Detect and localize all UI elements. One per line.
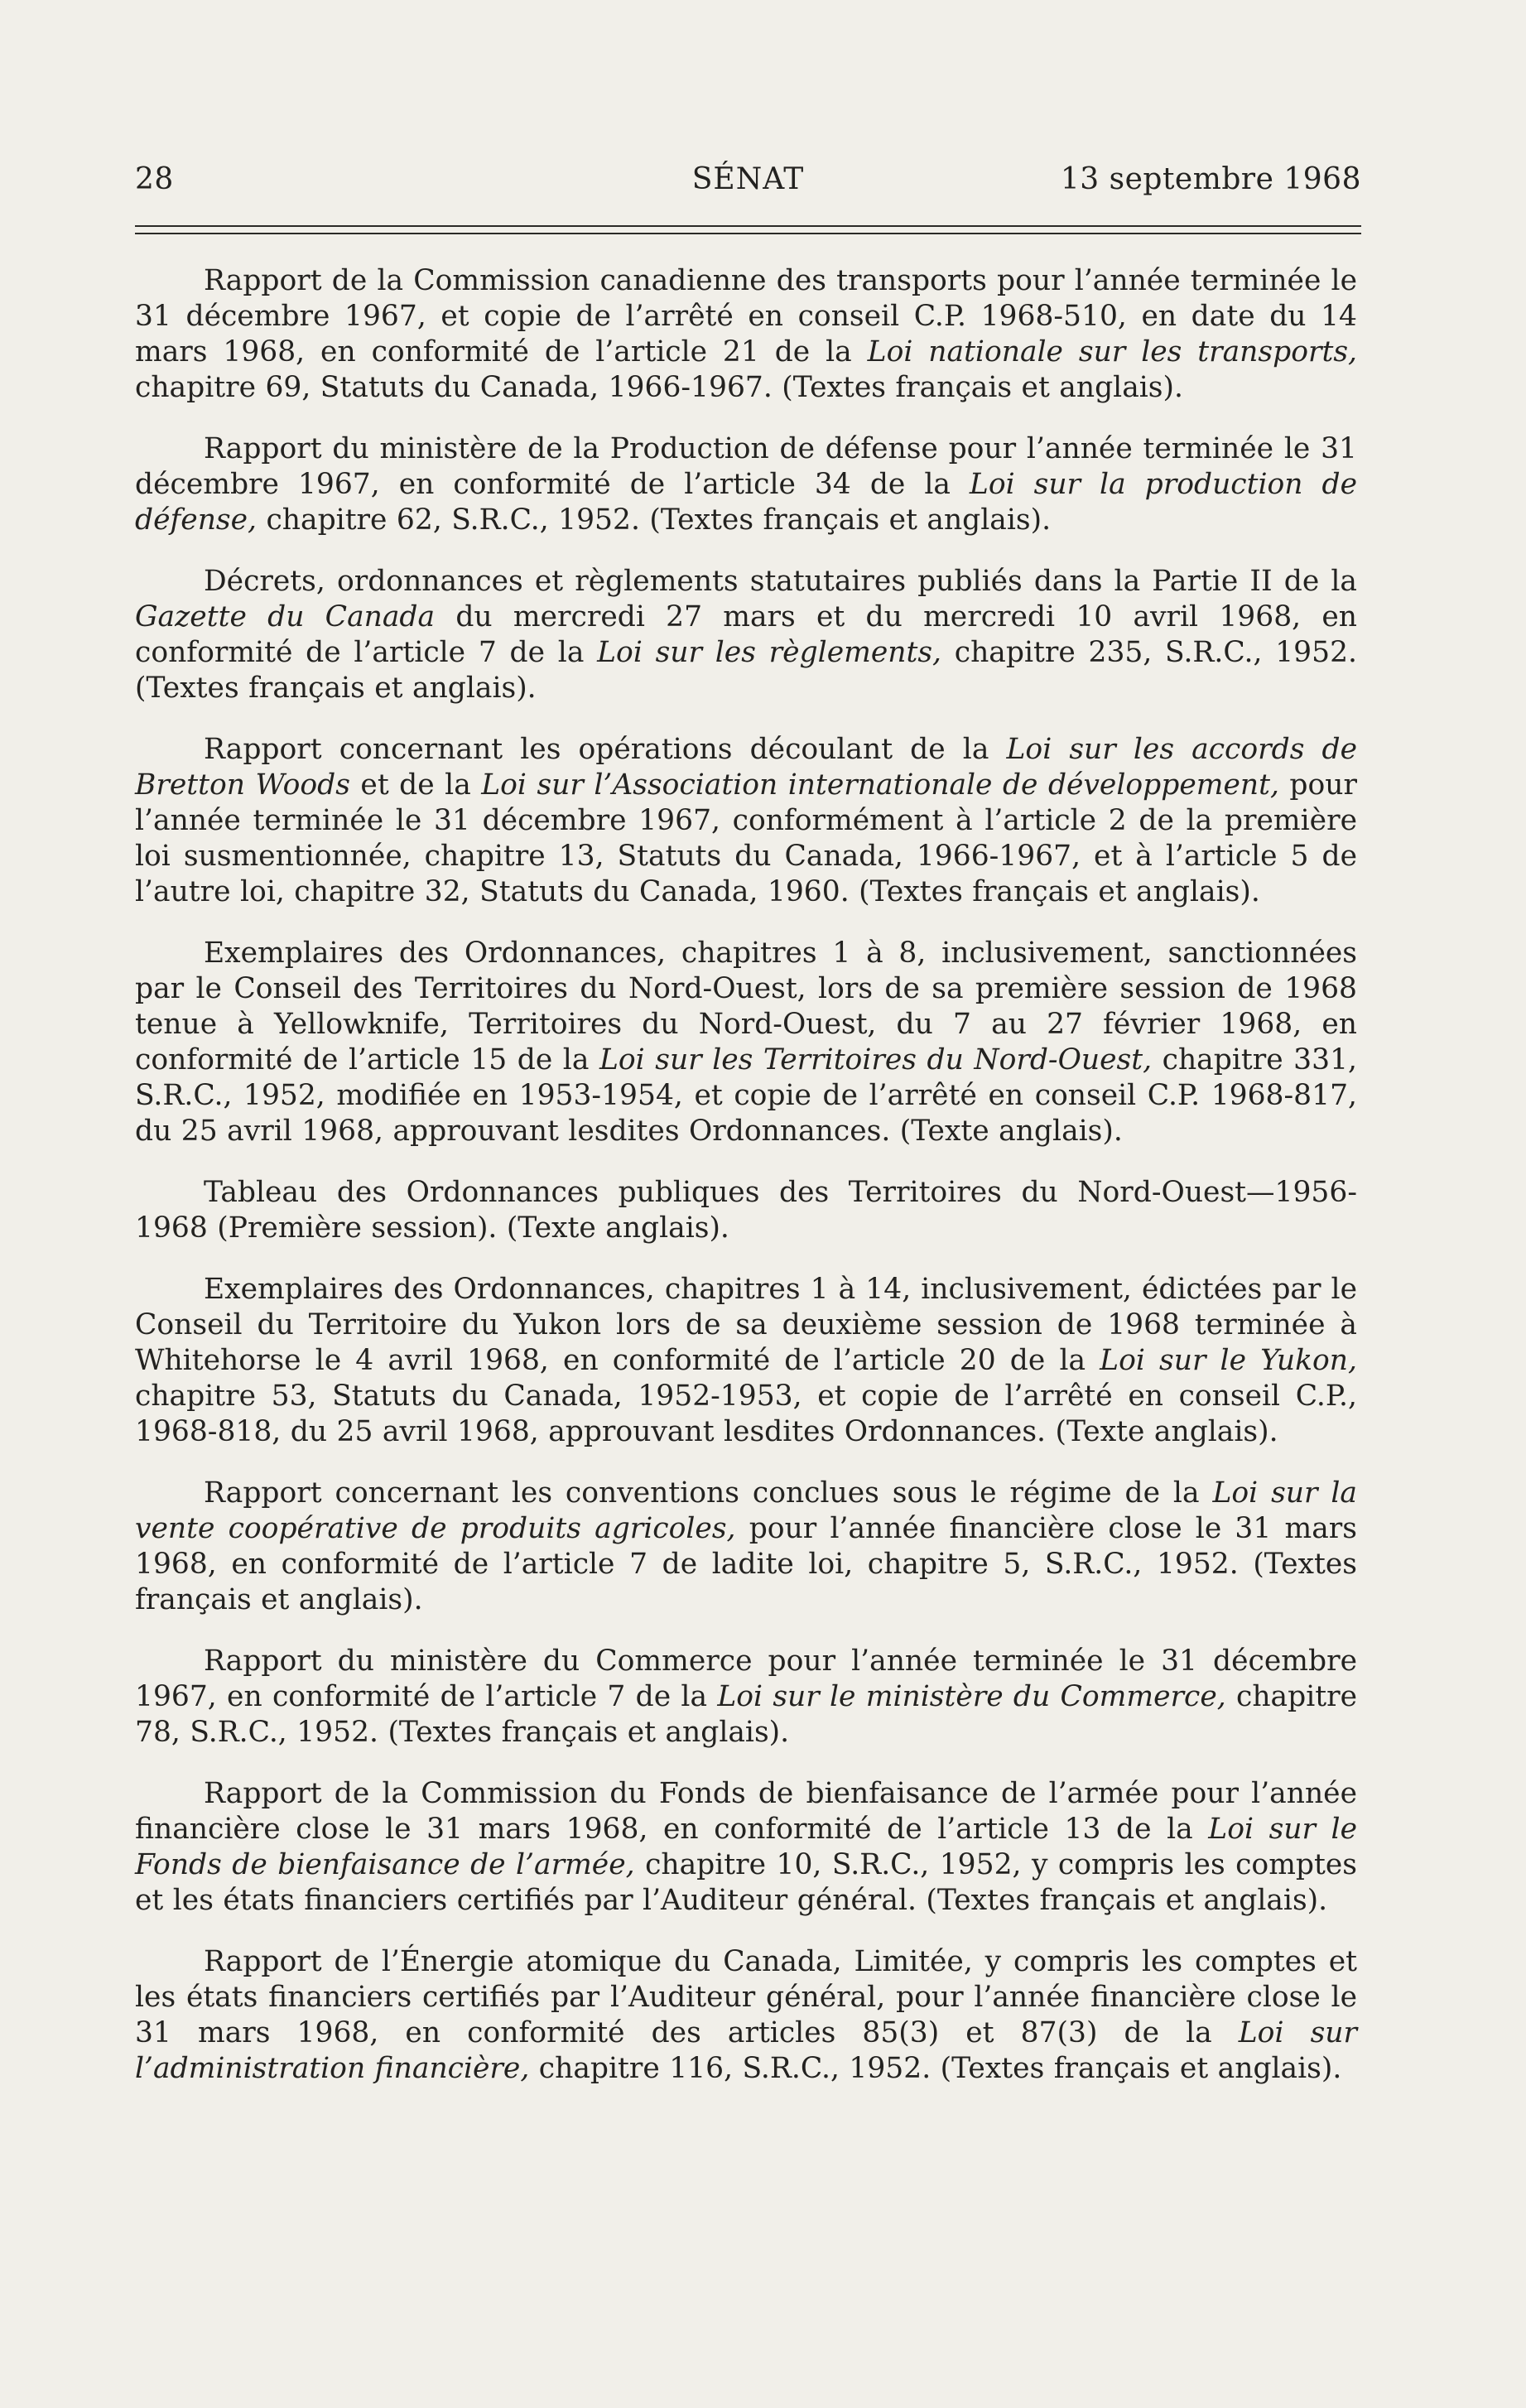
header-rule-bottom <box>135 233 1361 234</box>
paragraph-text: Rapport du ministère du Commerce pour l’année terminée le 31 décembre 1967, en conformité de l’article 7 de la <box>135 1645 1357 1713</box>
paragraph-text: chapitre 62, S.R.C., 1952. (Textes français et anglais). <box>257 503 1052 537</box>
page-header <box>135 162 1361 209</box>
paragraph <box>135 1644 1357 1751</box>
italic-title-text: Loi sur l’administration financière, <box>135 2016 1357 2085</box>
header-date: 13 septembre 1968 <box>1060 162 1361 196</box>
paragraph-text: chapitre 116, S.R.C., 1952. (Textes français et anglais). <box>529 2052 1342 2085</box>
italic-title-text: Loi nationale sur les transports, <box>867 335 1357 368</box>
page-title: SÉNAT <box>691 162 805 196</box>
paragraph-text: Rapport du ministère de la Production de défense pour l’année terminée le 31 décembre 1967, en conformité de l’article 34 de la <box>135 432 1357 501</box>
paragraph-text: pour l’année terminée le 31 décembre 1967, conformément à l’article 2 de la première loi susmentionnée, chapitre 13, Statuts du Canada, 1966-1967, et à l’article 5 de l’autre loi, chapitre 32, Statuts du Canada, 1960. (Textes français et anglais). <box>135 768 1357 908</box>
paragraph <box>135 1944 1357 2087</box>
paragraph <box>135 263 1357 406</box>
paragraph-text: chapitre 53, Statuts du Canada, 1952-1953, et copie de l’arrêté en conseil C.P., 1968-818, du 25 avril 1968, approuvant lesdites Ordonnances. (Texte anglais). <box>135 1380 1357 1448</box>
paragraph-text: Tableau des Ordonnances publiques des Territoires du Nord-Ouest—1956-1968 (Première session). (Texte anglais). <box>135 1176 1357 1245</box>
italic-title-text: Loi sur le Fonds de bienfaisance de l’armée, <box>135 1813 1358 1881</box>
italic-title-text: Gazette du Canada <box>135 600 436 633</box>
italic-title-text: Loi sur les accords de Bretton Woods <box>135 733 1358 802</box>
paragraph-text: Décrets, ordonnances et règlements statutaires publiés dans la Partie II de la <box>204 565 1357 598</box>
italic-title-text: Loi sur le ministère du Commerce, <box>717 1680 1226 1713</box>
italic-title-text: Loi sur les règlements, <box>597 636 941 669</box>
paragraph-text: Exemplaires des Ordonnances, chapitres 1 à 8, inclusivement, sanctionnées par le Conseil des Territoires du Nord-Ouest, lors de sa première session de 1968 tenue à Yellowknife, Territoires du Nord-Ouest, du 7 au 27 février 1968, en conformité de l’article 15 de la <box>135 937 1357 1076</box>
paragraph <box>135 564 1357 706</box>
italic-title-text: Loi sur l’Association internationale de développement, <box>481 768 1279 802</box>
paragraph-text: et de la <box>349 768 482 802</box>
paragraph-text: du mercredi 27 mars et du mercredi 10 avril 1968, en conformité de l’article 7 de la <box>135 600 1357 669</box>
page-number: 28 <box>135 162 174 196</box>
document-body <box>135 263 1357 2087</box>
paragraph-text: chapitre 69, Statuts du Canada, 1966-1967. (Textes français et anglais). <box>135 371 1183 404</box>
paragraph-text: chapitre 10, S.R.C., 1952, y compris les comptes et les états financiers certifiés par l’Auditeur général. (Textes français et anglais). <box>135 1848 1357 1917</box>
italic-title-text: Loi sur la vente coopérative de produits agricoles, <box>135 1476 1358 1545</box>
header-rule-top <box>135 225 1361 227</box>
paragraph <box>135 1476 1357 1618</box>
paragraph <box>135 431 1357 538</box>
paragraph-text: Rapport de la Commission du Fonds de bienfaisance de l’armée pour l’année financière close le 31 mars 1968, en conformité de l’article 13 de la <box>135 1777 1357 1846</box>
paragraph <box>135 1175 1357 1246</box>
paragraph-text: chapitre 331, S.R.C., 1952, modifiée en 1953-1954, et copie de l’arrêté en conseil C.P. 1968-817, du 25 avril 1968, approuvant lesdites Ordonnances. (Texte anglais). <box>135 1043 1357 1148</box>
paragraph-text: chapitre 235, S.R.C., 1952. (Textes français et anglais). <box>135 636 1357 705</box>
paragraph-text: Rapport de la Commission canadienne des transports pour l’année terminée le 31 décembre 1967, et copie de l’arrêté en conseil C.P. 1968-510, en date du 14 mars 1968, en conformité de l’article 21 de la <box>135 264 1357 368</box>
paragraph <box>135 1776 1357 1919</box>
italic-title-text: Loi sur la production de défense, <box>135 468 1357 537</box>
italic-title-text: Loi sur les Territoires du Nord-Ouest, <box>599 1043 1153 1076</box>
paragraph-text: Exemplaires des Ordonnances, chapitres 1 à 14, inclusivement, édictées par le Conseil du Territoire du Yukon lors de sa deuxième session de 1968 terminée à Whitehorse le 4 avril 1968, en conformité de l’article 20 de la <box>135 1273 1357 1377</box>
paragraph-text: pour l’année financière close le 31 mars 1968, en conformité de l’article 7 de ladite loi, chapitre 5, S.R.C., 1952. (Textes français et anglais). <box>135 1512 1357 1616</box>
paragraph-text: Rapport concernant les conventions conclues sous le régime de la <box>204 1476 1213 1510</box>
paragraph-text: Rapport concernant les opérations découlant de la <box>204 733 1007 766</box>
italic-title-text: Loi sur le Yukon, <box>1100 1344 1357 1377</box>
paragraph <box>135 1272 1357 1450</box>
paragraph-text: chapitre 78, S.R.C., 1952. (Textes français et anglais). <box>135 1680 1358 1749</box>
paragraph <box>135 936 1357 1149</box>
paragraph <box>135 732 1357 910</box>
paragraph-text: Rapport de l’Énergie atomique du Canada, Limitée, y compris les comptes et les états financiers certifiés par l’Auditeur général, pour l’année financière close le 31 mars 1968, en conformité des articles 85(3) et 87(3) de la <box>135 1945 1357 2049</box>
